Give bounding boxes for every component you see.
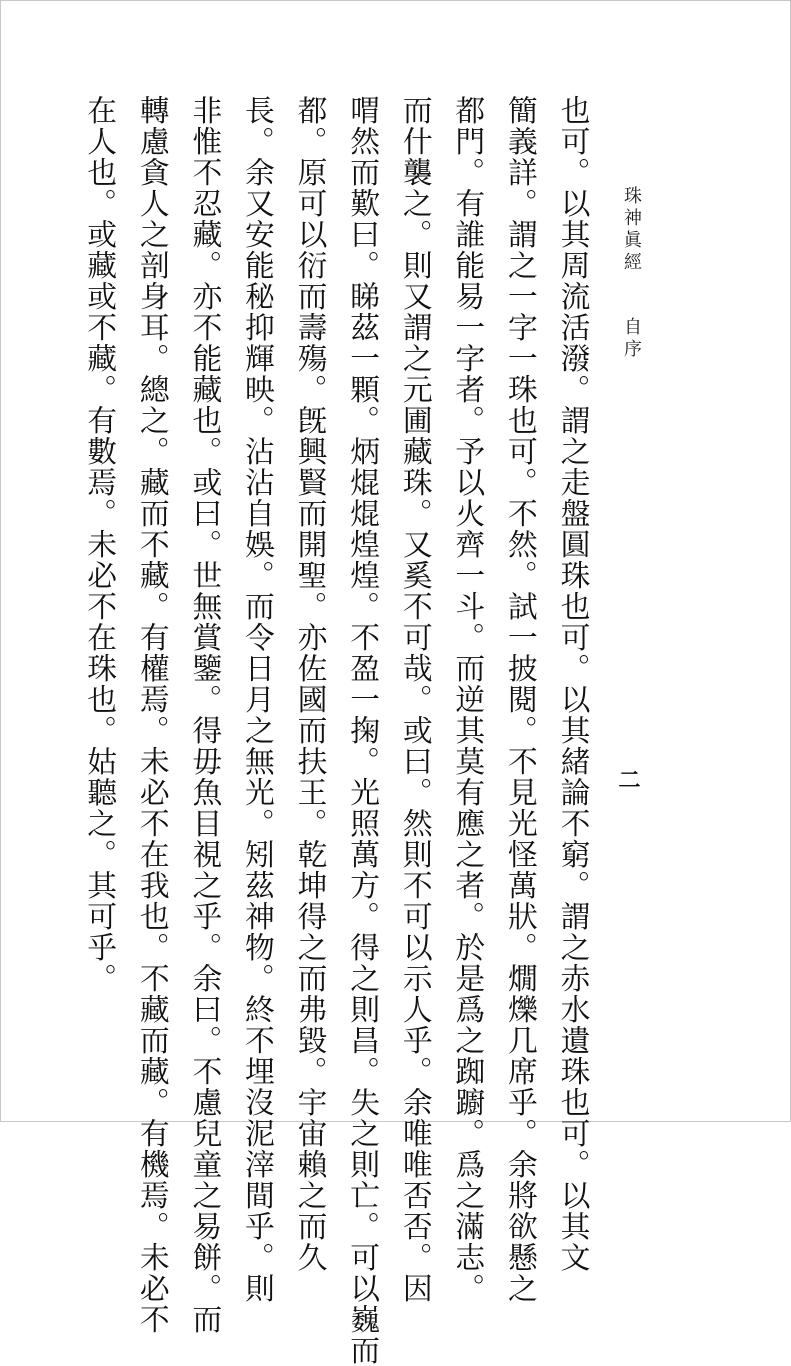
text-column: 簡義詳。謂之一字一珠也可。不然。試一披閱。不見光怪萬狀。燗爍几席乎。余將欲懸之 [502,95,538,1304]
page-number: 二 [615,768,641,790]
text-column: 也可。以其周流活潑。謂之走盤圓珠也可。以其緒論不窮。謂之赤水遺珠也可。以其文 [555,95,590,1273]
book-title: 珠神眞經 [621,186,642,274]
text-column: 在人也。或藏或不藏。有數焉。未必不在珠也。姑聽之。其可乎。 [81,95,117,994]
text-column: 都。原可以衍而壽殤。旣興賢而開聖。亦佐國而扶王。乾坤得之而弗毀。宇宙賴之而久 [292,95,328,1273]
text-column: 非惟不忍藏。亦不能藏也。或曰。世無賞鑒。得毋魚目視之乎。余曰。不慮兒童之易餅。而 [186,95,222,1335]
text-column: 轉慮貪人之剖身耳。總之。藏而不藏。有權焉。未必不在我也。不藏而藏。有機焉。未必不 [134,95,170,1335]
section-title: 自序 [621,317,642,361]
text-column: 都門。有誰能易一字者。予以火齊一斗。而逆其莫有應之者。於是爲之踟躕。爲之滿志。 [449,95,485,1304]
text-column: 喟然而歎曰。睇茲一顆。炳焜焜煌煌。不盈一掬。光照萬方。得之則昌。失之則亡。可以巍而 [344,95,380,1366]
preface-text [81,95,598,1366]
text-column: 長。余又安能秘抑輝映。沾沾自娛。而令日月之無光。矧茲神物。終不埋沒泥滓間乎。則 [239,95,275,1304]
running-header [618,186,644,361]
text-column: 而什襲之。則又謂之元圃藏珠。又奚不可哉。或曰。然則不可以示人乎。余唯唯否否。因 [397,95,433,1304]
